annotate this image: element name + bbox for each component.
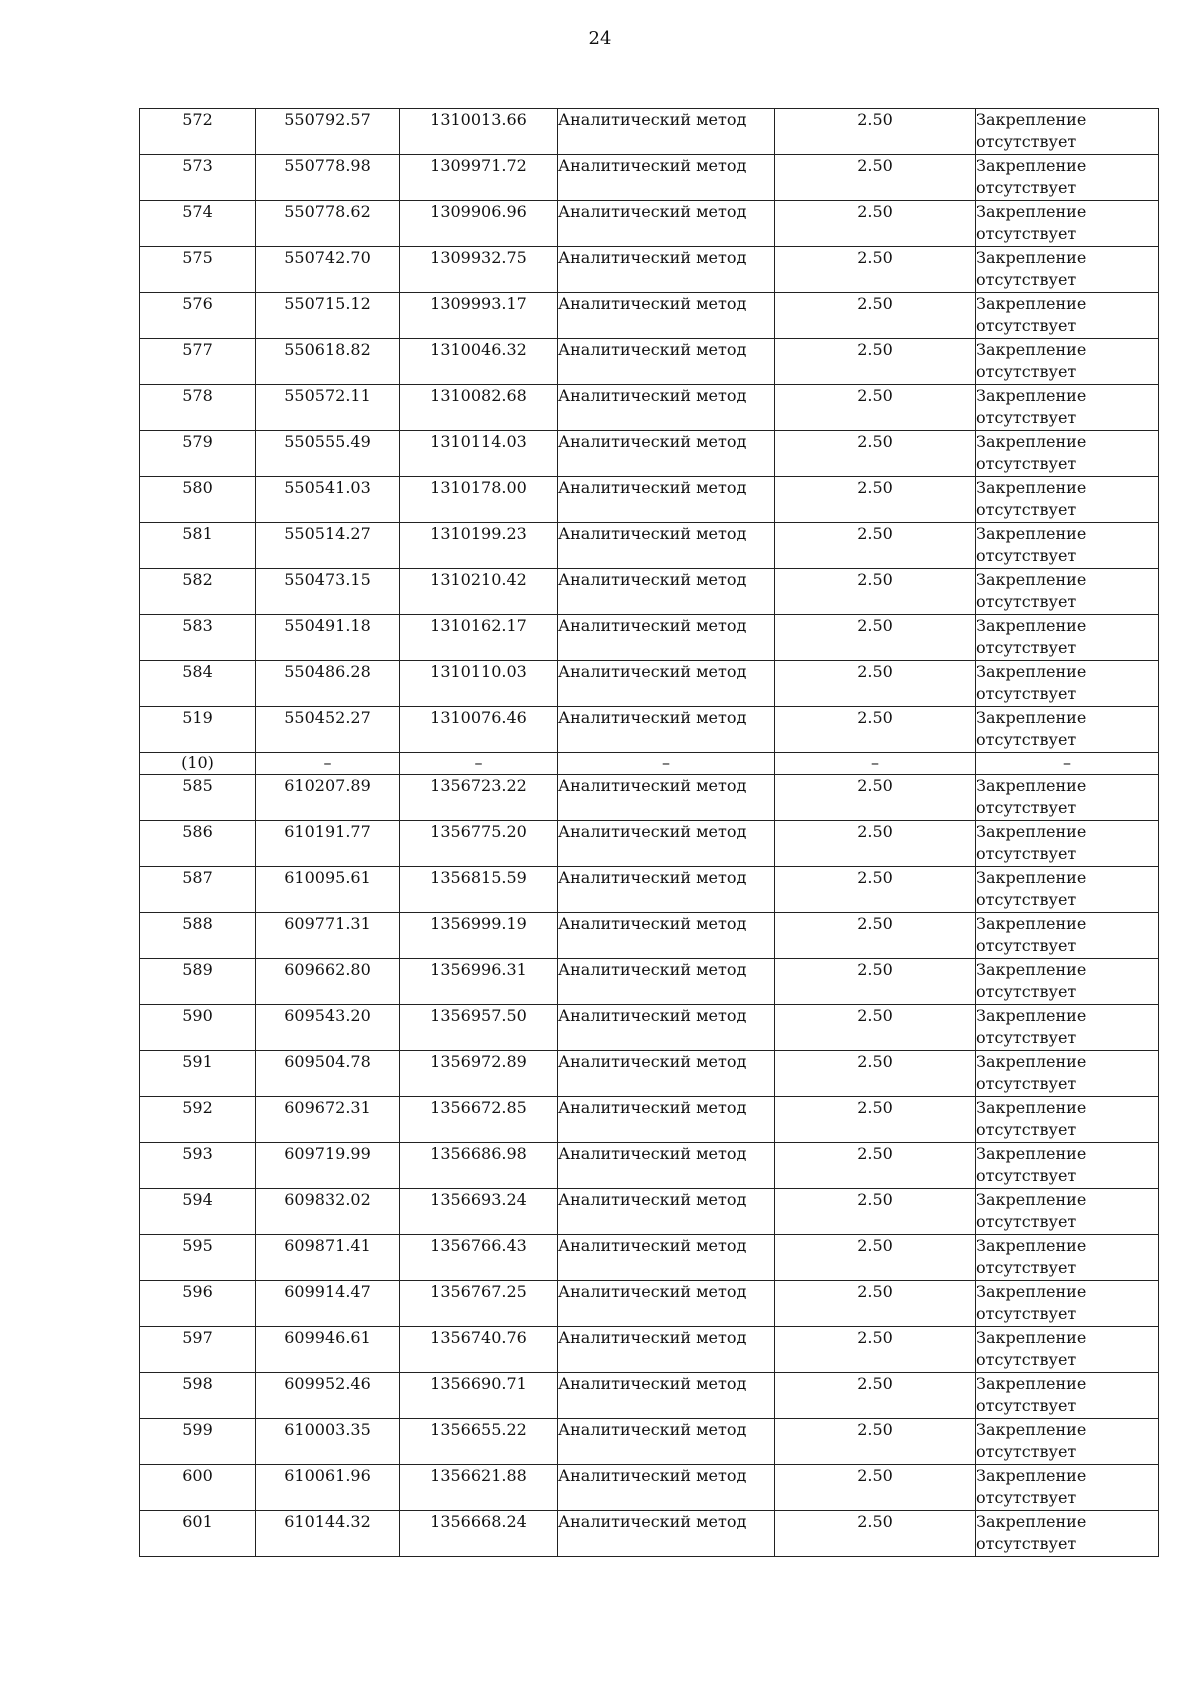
fixation-cell: Закрепление отсутствует <box>976 1143 1159 1189</box>
point-number-cell: 586 <box>140 821 256 867</box>
point-number-cell: 572 <box>140 109 256 155</box>
accuracy-cell: 2.50 <box>775 1143 976 1189</box>
table-row <box>140 959 1159 1005</box>
table-row <box>140 201 1159 247</box>
table-row <box>140 293 1159 339</box>
x-coordinate-cell: 550618.82 <box>256 339 400 385</box>
x-coordinate-cell: 550491.18 <box>256 615 400 661</box>
accuracy-cell: 2.50 <box>775 959 976 1005</box>
point-number-cell: 591 <box>140 1051 256 1097</box>
point-number-cell: (10) <box>140 753 256 775</box>
method-cell: Аналитический метод <box>558 775 775 821</box>
table-row <box>140 385 1159 431</box>
method-cell: Аналитический метод <box>558 109 775 155</box>
y-coordinate-cell: 1356766.43 <box>400 1235 558 1281</box>
accuracy-cell: 2.50 <box>775 1235 976 1281</box>
y-coordinate-cell: 1310076.46 <box>400 707 558 753</box>
method-cell: Аналитический метод <box>558 477 775 523</box>
point-number-cell: 601 <box>140 1511 256 1557</box>
table-row <box>140 477 1159 523</box>
method-cell: Аналитический метод <box>558 1281 775 1327</box>
table-row <box>140 821 1159 867</box>
point-number-cell: 593 <box>140 1143 256 1189</box>
accuracy-cell: 2.50 <box>775 477 976 523</box>
point-number-cell: 519 <box>140 707 256 753</box>
table-row <box>140 615 1159 661</box>
method-cell: Аналитический метод <box>558 1143 775 1189</box>
method-cell: Аналитический метод <box>558 1419 775 1465</box>
method-cell: Аналитический метод <box>558 959 775 1005</box>
y-coordinate-cell: 1356740.76 <box>400 1327 558 1373</box>
table-row <box>140 1235 1159 1281</box>
point-number-cell: 598 <box>140 1373 256 1419</box>
table-row <box>140 1419 1159 1465</box>
point-number-cell: 594 <box>140 1189 256 1235</box>
table-row <box>140 1281 1159 1327</box>
x-coordinate-cell: 550778.62 <box>256 201 400 247</box>
fixation-cell: Закрепление отсутствует <box>976 1419 1159 1465</box>
point-number-cell: 573 <box>140 155 256 201</box>
table-row <box>140 339 1159 385</box>
table-row <box>140 1189 1159 1235</box>
y-coordinate-cell: 1356723.22 <box>400 775 558 821</box>
y-coordinate-cell: 1356668.24 <box>400 1511 558 1557</box>
point-number-cell: 584 <box>140 661 256 707</box>
table-row <box>140 913 1159 959</box>
point-number-cell: 577 <box>140 339 256 385</box>
fixation-cell: Закрепление отсутствует <box>976 155 1159 201</box>
point-number-cell: 599 <box>140 1419 256 1465</box>
point-number-cell: 575 <box>140 247 256 293</box>
point-number-cell: 590 <box>140 1005 256 1051</box>
accuracy-cell: 2.50 <box>775 1511 976 1557</box>
fixation-cell: Закрепление отсутствует <box>976 775 1159 821</box>
fixation-cell: Закрепление отсутствует <box>976 247 1159 293</box>
method-cell: Аналитический метод <box>558 913 775 959</box>
fixation-cell: – <box>976 753 1159 775</box>
method-cell: Аналитический метод <box>558 1511 775 1557</box>
method-cell: Аналитический метод <box>558 385 775 431</box>
fixation-cell: Закрепление отсутствует <box>976 201 1159 247</box>
y-coordinate-cell: 1309971.72 <box>400 155 558 201</box>
y-coordinate-cell: 1356972.89 <box>400 1051 558 1097</box>
table-row <box>140 707 1159 753</box>
method-cell: Аналитический метод <box>558 1465 775 1511</box>
method-cell: Аналитический метод <box>558 1097 775 1143</box>
y-coordinate-cell: 1356957.50 <box>400 1005 558 1051</box>
y-coordinate-cell: 1310046.32 <box>400 339 558 385</box>
y-coordinate-cell: 1356655.22 <box>400 1419 558 1465</box>
method-cell: Аналитический метод <box>558 431 775 477</box>
method-cell: Аналитический метод <box>558 1235 775 1281</box>
point-number-cell: 583 <box>140 615 256 661</box>
method-cell: Аналитический метод <box>558 293 775 339</box>
accuracy-cell: 2.50 <box>775 1005 976 1051</box>
table-row <box>140 1097 1159 1143</box>
x-coordinate-cell: 550486.28 <box>256 661 400 707</box>
x-coordinate-cell: 609914.47 <box>256 1281 400 1327</box>
point-number-cell: 581 <box>140 523 256 569</box>
fixation-cell: Закрепление отсутствует <box>976 569 1159 615</box>
accuracy-cell: 2.50 <box>775 293 976 339</box>
fixation-cell: Закрепление отсутствует <box>976 431 1159 477</box>
accuracy-cell: 2.50 <box>775 1373 976 1419</box>
y-coordinate-cell: 1356767.25 <box>400 1281 558 1327</box>
fixation-cell: Закрепление отсутствует <box>976 1097 1159 1143</box>
table-row <box>140 1327 1159 1373</box>
x-coordinate-cell: 609946.61 <box>256 1327 400 1373</box>
x-coordinate-cell: 610144.32 <box>256 1511 400 1557</box>
fixation-cell: Закрепление отсутствует <box>976 913 1159 959</box>
table-row <box>140 569 1159 615</box>
fixation-cell: Закрепление отсутствует <box>976 1281 1159 1327</box>
x-coordinate-cell: 609662.80 <box>256 959 400 1005</box>
fixation-cell: Закрепление отсутствует <box>976 339 1159 385</box>
fixation-cell: Закрепление отсутствует <box>976 1465 1159 1511</box>
method-cell: Аналитический метод <box>558 1189 775 1235</box>
point-number-cell: 578 <box>140 385 256 431</box>
y-coordinate-cell: 1310082.68 <box>400 385 558 431</box>
fixation-cell: Закрепление отсутствует <box>976 1327 1159 1373</box>
y-coordinate-cell: 1309993.17 <box>400 293 558 339</box>
x-coordinate-cell: 609672.31 <box>256 1097 400 1143</box>
method-cell: Аналитический метод <box>558 615 775 661</box>
table-row <box>140 1465 1159 1511</box>
y-coordinate-cell: 1356815.59 <box>400 867 558 913</box>
point-number-cell: 582 <box>140 569 256 615</box>
table-row <box>140 155 1159 201</box>
point-number-cell: 580 <box>140 477 256 523</box>
x-coordinate-cell: 550572.11 <box>256 385 400 431</box>
method-cell: – <box>558 753 775 775</box>
y-coordinate-cell: 1356693.24 <box>400 1189 558 1235</box>
x-coordinate-cell: 550473.15 <box>256 569 400 615</box>
accuracy-cell: 2.50 <box>775 661 976 707</box>
x-coordinate-cell: 550715.12 <box>256 293 400 339</box>
x-coordinate-cell: 609719.99 <box>256 1143 400 1189</box>
y-coordinate-cell: – <box>400 753 558 775</box>
point-number-cell: 595 <box>140 1235 256 1281</box>
y-coordinate-cell: 1356775.20 <box>400 821 558 867</box>
point-number-cell: 596 <box>140 1281 256 1327</box>
table-row <box>140 523 1159 569</box>
method-cell: Аналитический метод <box>558 155 775 201</box>
contour-separator-row <box>140 753 1159 775</box>
fixation-cell: Закрепление отсутствует <box>976 477 1159 523</box>
x-coordinate-cell: 609504.78 <box>256 1051 400 1097</box>
method-cell: Аналитический метод <box>558 1051 775 1097</box>
fixation-cell: Закрепление отсутствует <box>976 661 1159 707</box>
accuracy-cell: 2.50 <box>775 247 976 293</box>
accuracy-cell: 2.50 <box>775 821 976 867</box>
fixation-cell: Закрепление отсутствует <box>976 1189 1159 1235</box>
table-row <box>140 1511 1159 1557</box>
coordinates-table <box>139 108 1159 1557</box>
x-coordinate-cell: 550742.70 <box>256 247 400 293</box>
x-coordinate-cell: 610061.96 <box>256 1465 400 1511</box>
accuracy-cell: 2.50 <box>775 201 976 247</box>
y-coordinate-cell: 1310178.00 <box>400 477 558 523</box>
method-cell: Аналитический метод <box>558 523 775 569</box>
fixation-cell: Закрепление отсутствует <box>976 821 1159 867</box>
method-cell: Аналитический метод <box>558 247 775 293</box>
fixation-cell: Закрепление отсутствует <box>976 1373 1159 1419</box>
accuracy-cell: 2.50 <box>775 615 976 661</box>
x-coordinate-cell: 609543.20 <box>256 1005 400 1051</box>
table-row <box>140 109 1159 155</box>
x-coordinate-cell: 609832.02 <box>256 1189 400 1235</box>
x-coordinate-cell: 550792.57 <box>256 109 400 155</box>
point-number-cell: 587 <box>140 867 256 913</box>
x-coordinate-cell: – <box>256 753 400 775</box>
y-coordinate-cell: 1309906.96 <box>400 201 558 247</box>
fixation-cell: Закрепление отсутствует <box>976 707 1159 753</box>
x-coordinate-cell: 610207.89 <box>256 775 400 821</box>
x-coordinate-cell: 609871.41 <box>256 1235 400 1281</box>
accuracy-cell: 2.50 <box>775 569 976 615</box>
accuracy-cell: 2.50 <box>775 1189 976 1235</box>
fixation-cell: Закрепление отсутствует <box>976 1051 1159 1097</box>
table-row <box>140 775 1159 821</box>
method-cell: Аналитический метод <box>558 1005 775 1051</box>
x-coordinate-cell: 609771.31 <box>256 913 400 959</box>
x-coordinate-cell: 550541.03 <box>256 477 400 523</box>
point-number-cell: 597 <box>140 1327 256 1373</box>
y-coordinate-cell: 1310199.23 <box>400 523 558 569</box>
y-coordinate-cell: 1310110.03 <box>400 661 558 707</box>
x-coordinate-cell: 610095.61 <box>256 867 400 913</box>
fixation-cell: Закрепление отсутствует <box>976 615 1159 661</box>
accuracy-cell: 2.50 <box>775 339 976 385</box>
point-number-cell: 592 <box>140 1097 256 1143</box>
accuracy-cell: 2.50 <box>775 385 976 431</box>
method-cell: Аналитический метод <box>558 661 775 707</box>
x-coordinate-cell: 550514.27 <box>256 523 400 569</box>
method-cell: Аналитический метод <box>558 821 775 867</box>
x-coordinate-cell: 550452.27 <box>256 707 400 753</box>
accuracy-cell: 2.50 <box>775 109 976 155</box>
accuracy-cell: 2.50 <box>775 1281 976 1327</box>
point-number-cell: 585 <box>140 775 256 821</box>
page-number: 24 <box>588 28 612 49</box>
x-coordinate-cell: 550555.49 <box>256 431 400 477</box>
fixation-cell: Закрепление отсутствует <box>976 1511 1159 1557</box>
accuracy-cell: 2.50 <box>775 1051 976 1097</box>
x-coordinate-cell: 550778.98 <box>256 155 400 201</box>
point-number-cell: 588 <box>140 913 256 959</box>
point-number-cell: 574 <box>140 201 256 247</box>
table-row <box>140 1373 1159 1419</box>
accuracy-cell: 2.50 <box>775 775 976 821</box>
table-row <box>140 431 1159 477</box>
table-row <box>140 247 1159 293</box>
coordinates-table-body <box>140 109 1159 1557</box>
point-number-cell: 589 <box>140 959 256 1005</box>
fixation-cell: Закрепление отсутствует <box>976 959 1159 1005</box>
fixation-cell: Закрепление отсутствует <box>976 1005 1159 1051</box>
accuracy-cell: 2.50 <box>775 431 976 477</box>
table-row <box>140 867 1159 913</box>
fixation-cell: Закрепление отсутствует <box>976 867 1159 913</box>
accuracy-cell: 2.50 <box>775 155 976 201</box>
accuracy-cell: – <box>775 753 976 775</box>
accuracy-cell: 2.50 <box>775 1327 976 1373</box>
y-coordinate-cell: 1356621.88 <box>400 1465 558 1511</box>
y-coordinate-cell: 1356996.31 <box>400 959 558 1005</box>
point-number-cell: 600 <box>140 1465 256 1511</box>
method-cell: Аналитический метод <box>558 569 775 615</box>
accuracy-cell: 2.50 <box>775 707 976 753</box>
accuracy-cell: 2.50 <box>775 1419 976 1465</box>
accuracy-cell: 2.50 <box>775 1097 976 1143</box>
method-cell: Аналитический метод <box>558 707 775 753</box>
point-number-cell: 579 <box>140 431 256 477</box>
y-coordinate-cell: 1309932.75 <box>400 247 558 293</box>
x-coordinate-cell: 610191.77 <box>256 821 400 867</box>
y-coordinate-cell: 1356686.98 <box>400 1143 558 1189</box>
table-row <box>140 1005 1159 1051</box>
table-row <box>140 1051 1159 1097</box>
fixation-cell: Закрепление отсутствует <box>976 385 1159 431</box>
accuracy-cell: 2.50 <box>775 867 976 913</box>
point-number-cell: 576 <box>140 293 256 339</box>
fixation-cell: Закрепление отсутствует <box>976 1235 1159 1281</box>
accuracy-cell: 2.50 <box>775 913 976 959</box>
y-coordinate-cell: 1356690.71 <box>400 1373 558 1419</box>
method-cell: Аналитический метод <box>558 339 775 385</box>
y-coordinate-cell: 1356672.85 <box>400 1097 558 1143</box>
x-coordinate-cell: 609952.46 <box>256 1373 400 1419</box>
y-coordinate-cell: 1356999.19 <box>400 913 558 959</box>
accuracy-cell: 2.50 <box>775 523 976 569</box>
accuracy-cell: 2.50 <box>775 1465 976 1511</box>
method-cell: Аналитический метод <box>558 201 775 247</box>
y-coordinate-cell: 1310210.42 <box>400 569 558 615</box>
fixation-cell: Закрепление отсутствует <box>976 523 1159 569</box>
method-cell: Аналитический метод <box>558 1373 775 1419</box>
fixation-cell: Закрепление отсутствует <box>976 109 1159 155</box>
x-coordinate-cell: 610003.35 <box>256 1419 400 1465</box>
table-row <box>140 1143 1159 1189</box>
y-coordinate-cell: 1310114.03 <box>400 431 558 477</box>
y-coordinate-cell: 1310162.17 <box>400 615 558 661</box>
fixation-cell: Закрепление отсутствует <box>976 293 1159 339</box>
table-row <box>140 661 1159 707</box>
y-coordinate-cell: 1310013.66 <box>400 109 558 155</box>
method-cell: Аналитический метод <box>558 867 775 913</box>
method-cell: Аналитический метод <box>558 1327 775 1373</box>
